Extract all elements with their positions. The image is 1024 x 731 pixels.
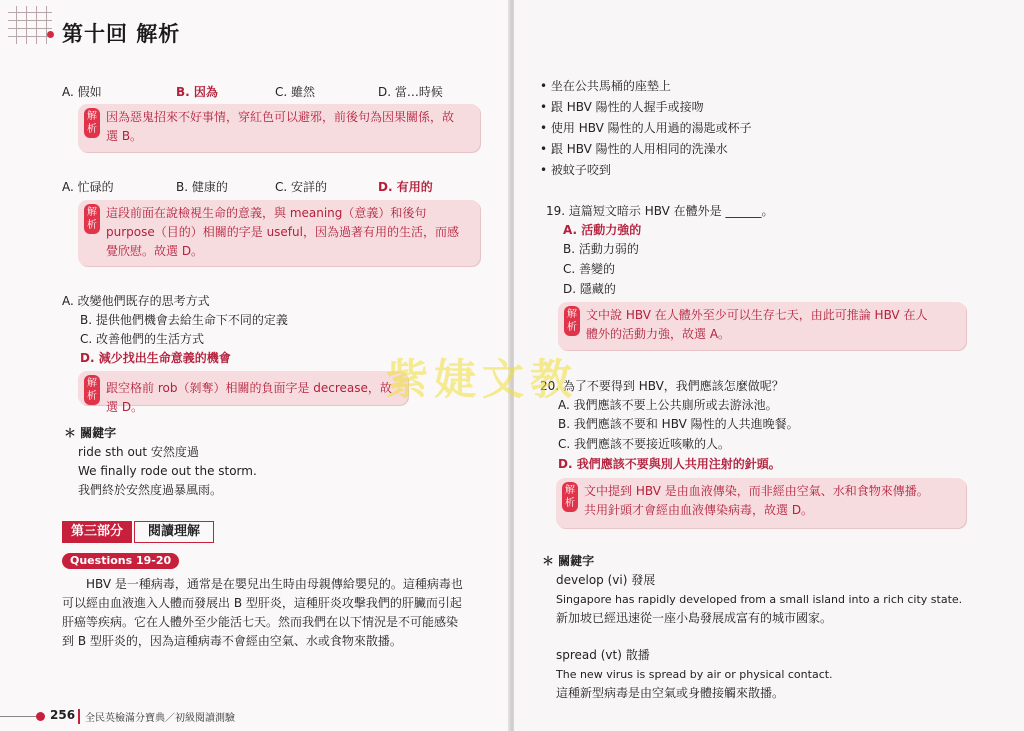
keyword-term: ride sth out 安然度過 bbox=[78, 445, 199, 459]
bullet-item: • 坐在公共馬桶的座墊上 bbox=[540, 79, 671, 93]
explanation-badge: 解析 bbox=[84, 204, 100, 234]
q20-explanation-line: 文中提到 HBV 是由血液傳染，而非經由空氣、水和食物來傳播。 bbox=[584, 484, 929, 498]
explanation-badge: 解析 bbox=[84, 375, 100, 405]
q19-option-c: C. 善變的 bbox=[563, 262, 616, 276]
keyword-translation: 這種新型病毒是由空氣或身體接觸來散播。 bbox=[556, 686, 785, 700]
q19-explanation bbox=[558, 302, 966, 350]
header-decoration bbox=[0, 6, 58, 46]
q16-explanation bbox=[78, 104, 480, 152]
q16-explanation-line: 選 B。 bbox=[106, 129, 143, 143]
keyword-term: develop (vi) 發展 bbox=[556, 573, 656, 587]
q20-option-a: A. 我們應該不要上公共廁所或去游泳池。 bbox=[558, 398, 778, 412]
q20-option-b: B. 我們應該不要和 HBV 陽性的人共進晚餐。 bbox=[558, 417, 799, 431]
keyword-section bbox=[542, 552, 1012, 703]
right-page bbox=[514, 0, 1024, 731]
q19-option-b: B. 活動力弱的 bbox=[563, 242, 639, 256]
explanation-badge: 解析 bbox=[562, 482, 578, 512]
q18-option-c: C. 改善他們的生活方式 bbox=[80, 332, 205, 346]
q20-explanation bbox=[556, 478, 966, 528]
q17-explanation-line: 覺欣慰。故選 D。 bbox=[106, 244, 204, 258]
q18-option-b: B. 提供他們機會去給生命下不同的定義 bbox=[80, 313, 288, 327]
page-number: 256 bbox=[50, 708, 76, 722]
q18-option-d: D. 減少找出生命意義的機會 bbox=[80, 351, 231, 365]
passage-line: 可以經由血液進入人體而發展出 B 型肝炎，這種肝炎攻擊我們的肝臟而引起 bbox=[62, 596, 462, 610]
page-title: 第十回 解析 bbox=[62, 22, 181, 46]
q18-explanation bbox=[78, 371, 408, 414]
q16-option-d: D. 當…時候 bbox=[378, 85, 443, 99]
q18-option-a: A. 改變他們既存的思考方式 bbox=[62, 294, 210, 308]
bullet-item: • 跟 HBV 陽性的人用相同的洗澡水 bbox=[540, 142, 728, 156]
passage-line: 肝癌等疾病。它在人體外至少能活七天。然而我們在以下情況是不可能感染 bbox=[62, 615, 459, 629]
book-title: 全民英檢滿分寶典／初級閱讀測驗 bbox=[78, 709, 235, 724]
bullet-item: • 被蚊子咬到 bbox=[540, 163, 611, 177]
page-footer bbox=[0, 705, 510, 729]
keyword-translation: 我們終於安然度過暴風雨。 bbox=[78, 483, 223, 497]
explanation-badge: 解析 bbox=[84, 108, 100, 138]
q17-explanation bbox=[78, 200, 480, 266]
questions-tag: Questions 19-20 bbox=[62, 553, 179, 569]
q17-option-b: B. 健康的 bbox=[176, 180, 228, 194]
keyword-heading: ＊ 關鍵字 bbox=[64, 426, 117, 440]
q17-option-c: C. 安詳的 bbox=[275, 180, 328, 194]
q17-option-a: A. 忙碌的 bbox=[62, 180, 114, 194]
q19-explanation-line: 文中說 HBV 在人體外至少可以生存七天，由此可推論 HBV 在人 bbox=[586, 308, 928, 322]
q20-stem: 20. 為了不要得到 HBV，我們應該怎麼做呢？ bbox=[540, 379, 784, 393]
bullet-item: • 跟 HBV 陽性的人握手或接吻 bbox=[540, 100, 704, 114]
q20-option-c: C. 我們應該不要接近咳嗽的人。 bbox=[558, 437, 731, 451]
q17-explanation-line: purpose（目的）相關的字是 useful，因為過著有用的生活，而感 bbox=[106, 225, 459, 239]
keyword-term: spread (vt) 散播 bbox=[556, 648, 650, 662]
q20-option-d: D. 我們應該不要與別人共用注射的針頭。 bbox=[558, 457, 781, 471]
section-name-label: 閱讀理解 bbox=[134, 521, 214, 543]
q17-option-d: D. 有用的 bbox=[378, 180, 433, 194]
q19-option-d: D. 隱藏的 bbox=[563, 282, 616, 296]
q16-explanation-line: 因為惡鬼招來不好事情，穿紅色可以避邪，前後句為因果關係，故 bbox=[106, 110, 455, 124]
section-header bbox=[62, 521, 217, 543]
keyword-section bbox=[64, 424, 257, 500]
q19-explanation-line: 體外的活動力強，故選 A。 bbox=[586, 327, 731, 341]
q19-stem: 19. 這篇短文暗示 HBV 在體外是 ______。 bbox=[546, 204, 774, 218]
q20-explanation-line: 共用針頭才會經由血液傳染病毒，故選 D。 bbox=[584, 503, 814, 517]
keyword-heading: ＊ 關鍵字 bbox=[542, 554, 595, 568]
q17-explanation-line: 這段前面在說檢視生命的意義，與 meaning（意義）和後句 bbox=[106, 206, 427, 220]
q18-explanation-line: 跟空格前 rob（剝奪）相關的負面字是 decrease，故選 D。 bbox=[106, 381, 392, 414]
explanation-badge: 解析 bbox=[564, 306, 580, 336]
q16-option-b: B. 因為 bbox=[176, 85, 218, 99]
keyword-example: Singapore has rapidly developed from a small island into a rich city state. bbox=[556, 593, 963, 606]
section-part-label: 第三部分 bbox=[62, 521, 132, 543]
bullet-item: • 使用 HBV 陽性的人用過的湯匙或杯子 bbox=[540, 121, 752, 135]
reading-passage bbox=[62, 575, 482, 651]
q16-option-c: C. 雖然 bbox=[275, 85, 316, 99]
q19-option-a: A. 活動力強的 bbox=[563, 223, 642, 237]
keyword-example: We finally rode out the storm. bbox=[78, 464, 257, 478]
watermark-text: 紫婕文教 bbox=[386, 355, 579, 404]
keyword-example: The new virus is spread by air or physical contact. bbox=[556, 668, 833, 681]
keyword-translation: 新加坡已經迅速從一座小島發展成富有的城市國家。 bbox=[556, 611, 833, 625]
passage-line: 到 B 型肝炎的，因為這種病毒不會經由空氣、水或食物來散播。 bbox=[62, 634, 402, 648]
passage-line: HBV 是一種病毒，通常是在嬰兒出生時由母親傳給嬰兒的。這種病毒也 bbox=[86, 577, 463, 591]
q16-option-a: A. 假如 bbox=[62, 85, 102, 99]
